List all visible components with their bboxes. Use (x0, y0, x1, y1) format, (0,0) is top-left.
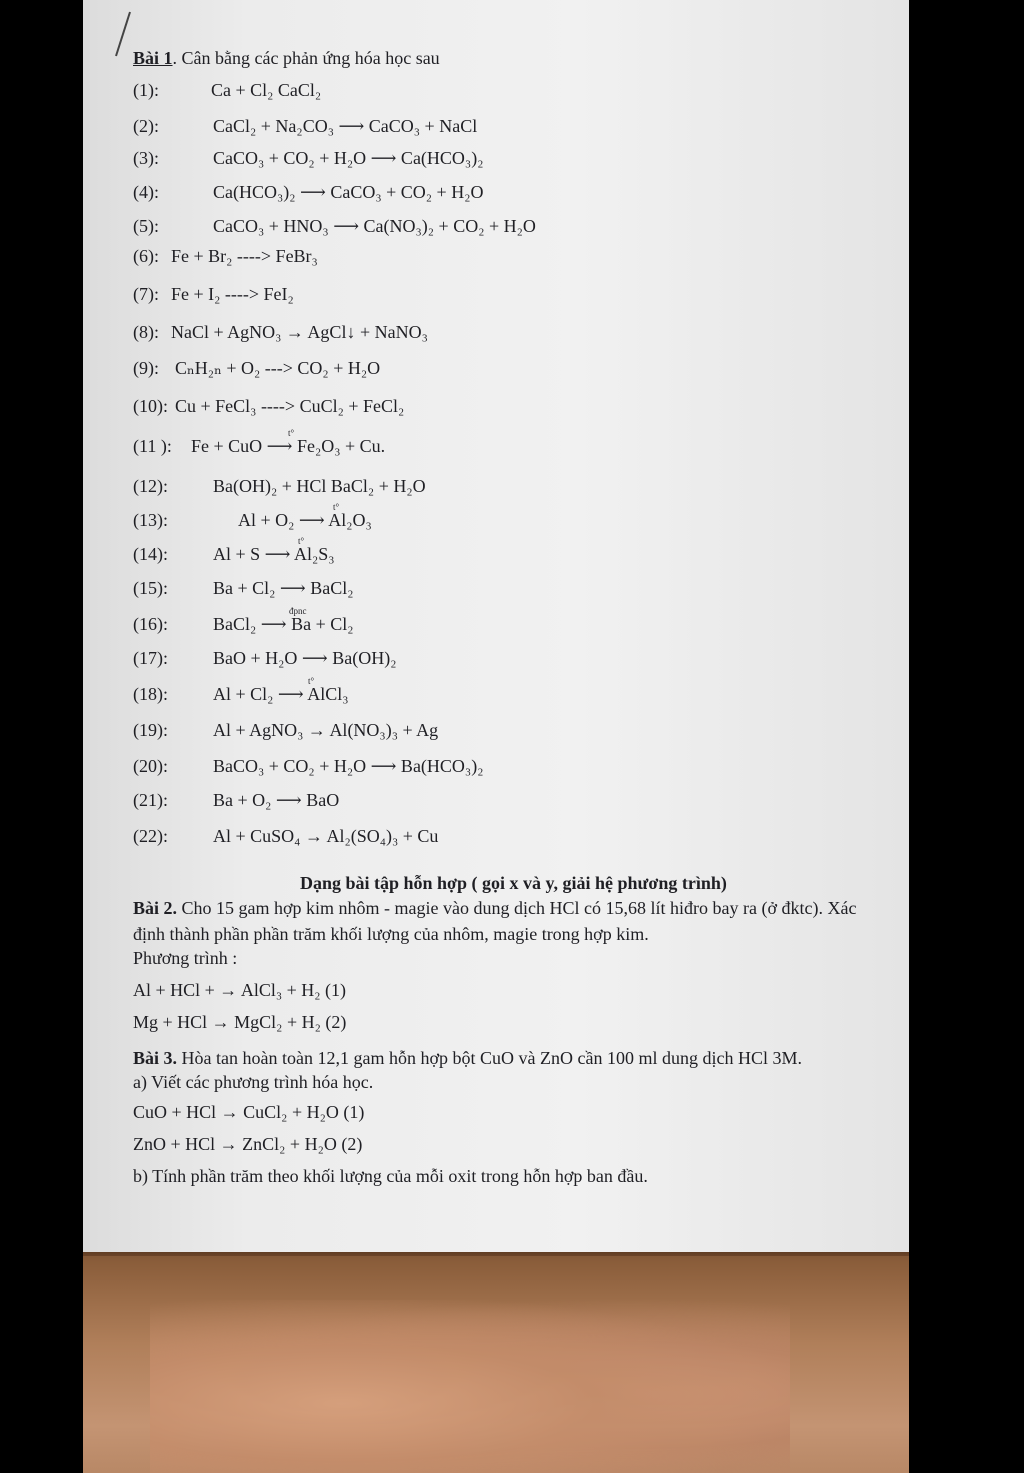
reaction-equation: Al + S ⟶ Al₂S₃ (213, 544, 335, 564)
reaction-equation: Ca(HCO₃)₂ ⟶ CaCO₃ + CO₂ + H₂O (213, 182, 484, 202)
arrow-condition-label: t° (333, 502, 340, 512)
bai1-title: Bài 1 (133, 48, 173, 68)
bai3-label: Bài 3. (133, 1048, 178, 1068)
reaction-number: (21): (133, 790, 168, 810)
reaction-equation: CaCO₃ + HNO₃ ⟶ Ca(NO₃)₂ + CO₂ + H₂O (213, 216, 536, 236)
reaction-number: (22): (133, 826, 168, 846)
reaction-equation: Al + CuSO₄ → Al₂(SO₄)₃ + Cu (213, 826, 439, 846)
reaction-number: (5): (133, 216, 159, 236)
bai3-text1: Hòa tan hoàn toàn 12,1 gam hỗn hợp bột CuO và ZnO cần 100 ml dung dịch HCl 3M. (177, 1048, 802, 1068)
reaction-equation: BaCO₃ + CO₂ + H₂O ⟶ Ba(HCO₃)₂ (213, 756, 484, 776)
reaction-equation: Al + Cl₂ ⟶ AlCl₃ (213, 684, 349, 704)
bai2-pt-label: Phương trình : (133, 948, 238, 968)
reaction-number: (7): (133, 284, 159, 304)
bai2-line2: định thành phần phần trăm khối lượng của nhôm, magie trong hợp kim. (133, 924, 649, 944)
arrow-condition-label: t° (308, 676, 315, 686)
reaction-equation: Cu + FeCl₃ ----> CuCl₂ + FeCl₂ (175, 396, 405, 416)
reaction-equation: Ba + O₂ ⟶ BaO (213, 790, 340, 810)
arrow-condition-label: t° (298, 536, 305, 546)
reaction-number: (1): (133, 80, 159, 100)
bai3-line1 (133, 1048, 802, 1069)
reaction-equation: Ba + Cl₂ ⟶ BaCl₂ (213, 578, 354, 598)
bai3-b: b) Tính phần trăm theo khối lượng của mỗi oxit trong hỗn hợp ban đầu. (133, 1166, 648, 1186)
reaction-equation: CaCO₃ + CO₂ + H₂O ⟶ Ca(HCO₃)₂ (213, 148, 484, 168)
bai2-label: Bài 2. (133, 898, 178, 918)
reaction-number: (12): (133, 476, 168, 496)
reaction-number: (9): (133, 358, 159, 378)
worksheet-page (83, 0, 909, 1252)
arrow-condition-label: t° (288, 428, 295, 438)
reaction-number: (15): (133, 578, 168, 598)
reaction-equation: NaCl + AgNO₃ → AgCl↓ + NaNO₃ (171, 322, 428, 342)
reaction-equation: Fe + I₂ ----> FeI₂ (171, 284, 294, 304)
reaction-number: (19): (133, 720, 168, 740)
reaction-number: (13): (133, 510, 168, 530)
legs-background (150, 1300, 790, 1473)
reaction-number: (20): (133, 756, 168, 776)
reaction-number: (4): (133, 182, 159, 202)
reaction-equation: BaCl₂ ⟶ Ba + Cl₂ (213, 614, 354, 634)
reaction-equation: Fe + Br₂ ----> FeBr₃ (171, 246, 318, 266)
reaction-equation: CₙH₂ₙ + O₂ ---> CO₂ + H₂O (175, 358, 381, 378)
section-title: Dạng bài tập hỗn hợp ( gọi x và y, giải hệ phương trình) (300, 873, 727, 893)
bai3-eq2: ZnO + HCl → ZnCl₂ + H₂O (2) (133, 1134, 363, 1154)
reaction-number: (8): (133, 322, 159, 342)
reaction-number: (17): (133, 648, 168, 668)
arrow-condition-label: đpnc (289, 606, 307, 616)
reaction-equation: Al + AgNO₃ → Al(NO₃)₃ + Ag (213, 720, 439, 740)
reaction-equation: Ba(OH)₂ + HCl BaCl₂ + H₂O (213, 476, 426, 496)
reaction-equation: Al + O₂ ⟶ Al₂O₃ (238, 510, 372, 530)
reaction-number: (18): (133, 684, 168, 704)
bai3-a: a) Viết các phương trình hóa học. (133, 1072, 374, 1092)
reaction-number: (16): (133, 614, 168, 634)
bai2-eq1: Al + HCl + → AlCl₃ + H₂ (1) (133, 980, 347, 1000)
reaction-equation: CaCl₂ + Na₂CO₃ ⟶ CaCO₃ + NaCl (213, 116, 478, 136)
bai2-text1: Cho 15 gam hợp kim nhôm - magie vào dung dịch HCl có 15,68 lít hiđro bay ra (ở đktc). Xác (177, 898, 857, 918)
bai3-eq1: CuO + HCl → CuCl₂ + H₂O (1) (133, 1102, 365, 1122)
reaction-number: (10): (133, 396, 168, 416)
reaction-equation: BaO + H₂O ⟶ Ba(OH)₂ (213, 648, 397, 668)
reaction-equation: Ca + Cl₂ CaCl₂ (211, 80, 322, 100)
reaction-number: (3): (133, 148, 159, 168)
reaction-equation: Fe + CuO ⟶ Fe₂O₃ + Cu. (191, 436, 386, 456)
reaction-number: (11 ): (133, 436, 172, 456)
reaction-number: (2): (133, 116, 159, 136)
reaction-number: (6): (133, 246, 159, 266)
bai2-line1 (133, 898, 856, 919)
reaction-number: (14): (133, 544, 168, 564)
bai1-heading-text: . Cân bằng các phản ứng hóa học sau (172, 48, 440, 68)
bai1-heading (133, 48, 440, 69)
bai2-eq2: Mg + HCl → MgCl₂ + H₂ (2) (133, 1012, 347, 1032)
